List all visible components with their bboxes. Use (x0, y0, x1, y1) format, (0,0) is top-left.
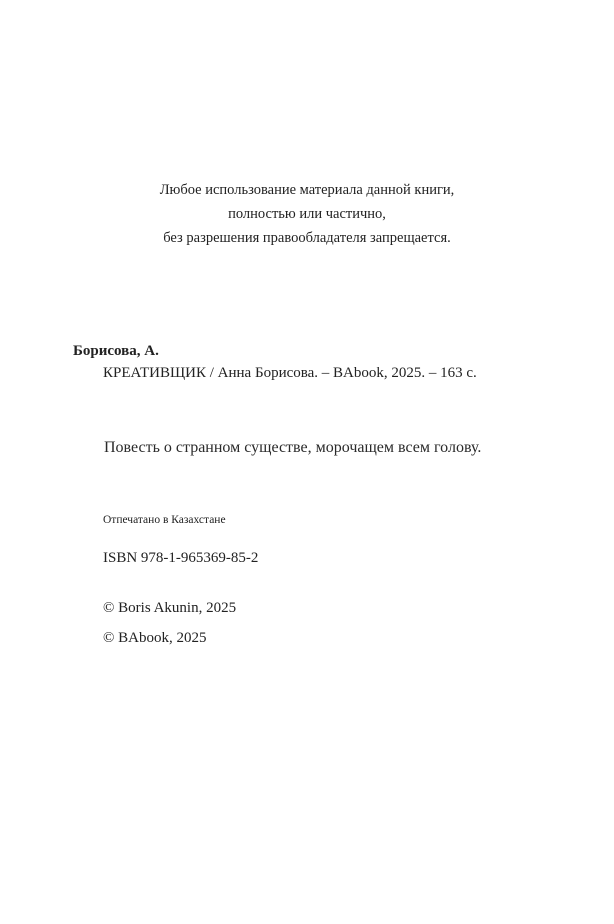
isbn-number: ISBN 978-1-965369-85-2 (103, 550, 259, 566)
rights-notice-line: полностью или частично, (228, 206, 386, 222)
rights-notice-line: без разрешения правообладателя запрещается. (163, 230, 451, 246)
author-heading: Борисова, А. (73, 343, 159, 359)
copyright-notices (103, 593, 236, 653)
book-annotation: Повесть о странном существе, морочащем всем голову. (104, 439, 482, 456)
rights-notice-line: Любое использование материала данной книги, (159, 182, 455, 198)
bibliographic-record (73, 340, 593, 384)
rights-notice (0, 178, 614, 250)
copyright-line: © BAbook, 2025 (103, 630, 207, 646)
copyright-line: © Boris Akunin, 2025 (103, 600, 237, 616)
title-record: КРЕАТИВЩИК / Анна Борисова. – BAbook, 2025. – 163 с. (103, 365, 477, 381)
printed-in-note: Отпечатано в Казахстане (103, 514, 226, 526)
